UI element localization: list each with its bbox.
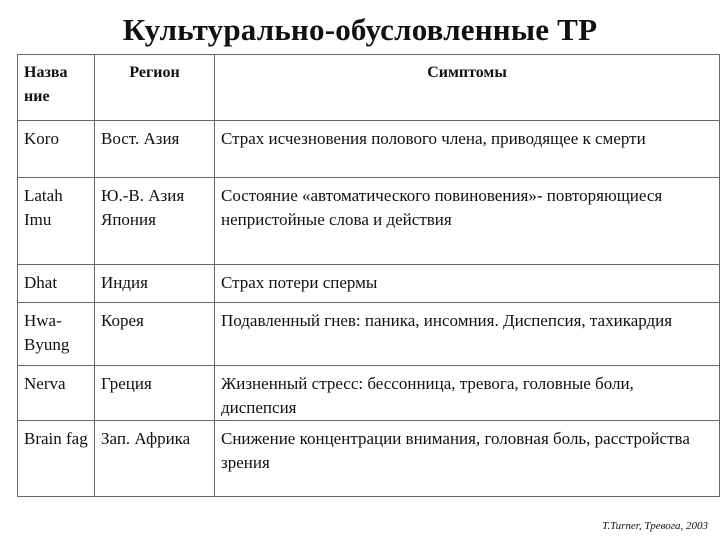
table-header-row [18, 55, 720, 121]
table-row [18, 265, 720, 303]
cell-name: Koro [18, 121, 95, 178]
cell-name: Dhat [18, 265, 95, 303]
cell-symptoms: Жизненный стресс: бессонница, тревога, головные боли, диспепсия [215, 366, 720, 421]
table-row [18, 421, 720, 497]
page-title: Культурально-обусловленные ТР [122, 12, 598, 47]
cell-symptoms: Состояние «автоматического повиновения»- повторяющиеся непристойные слова и действия [215, 178, 720, 265]
cell-symptoms: Снижение концентрации внимания, головная боль, расстройства зрения [215, 421, 720, 497]
table-row [18, 178, 720, 265]
cell-name: Brain fag [18, 421, 95, 497]
header-name: Назва ние [18, 55, 95, 121]
cell-name: Latah Imu [18, 178, 95, 265]
table-row [18, 121, 720, 178]
table-row [18, 366, 720, 421]
cell-name: Hwa- Byung [18, 303, 95, 366]
cell-region: Греция [95, 366, 215, 421]
header-region: Регион [95, 55, 215, 121]
header-symptoms: Симптомы [215, 55, 720, 121]
source-citation: T.Turner, Тревога, 2003 [602, 520, 708, 532]
culture-bound-syndromes-table [17, 54, 720, 497]
cell-region: Зап. Африка [95, 421, 215, 497]
cell-region: Корея [95, 303, 215, 366]
table-row [18, 303, 720, 366]
cell-symptoms: Подавленный гнев: паника, инсомния. Диспепсия, тахикардия [215, 303, 720, 366]
cell-symptoms: Страх исчезновения полового члена, приводящее к смерти [215, 121, 720, 178]
cell-region: Вост. Азия [95, 121, 215, 178]
cell-region: Ю.-В. Азия Япония [95, 178, 215, 265]
cell-region: Индия [95, 265, 215, 303]
cell-symptoms: Страх потери спермы [215, 265, 720, 303]
cell-name: Nerva [18, 366, 95, 421]
